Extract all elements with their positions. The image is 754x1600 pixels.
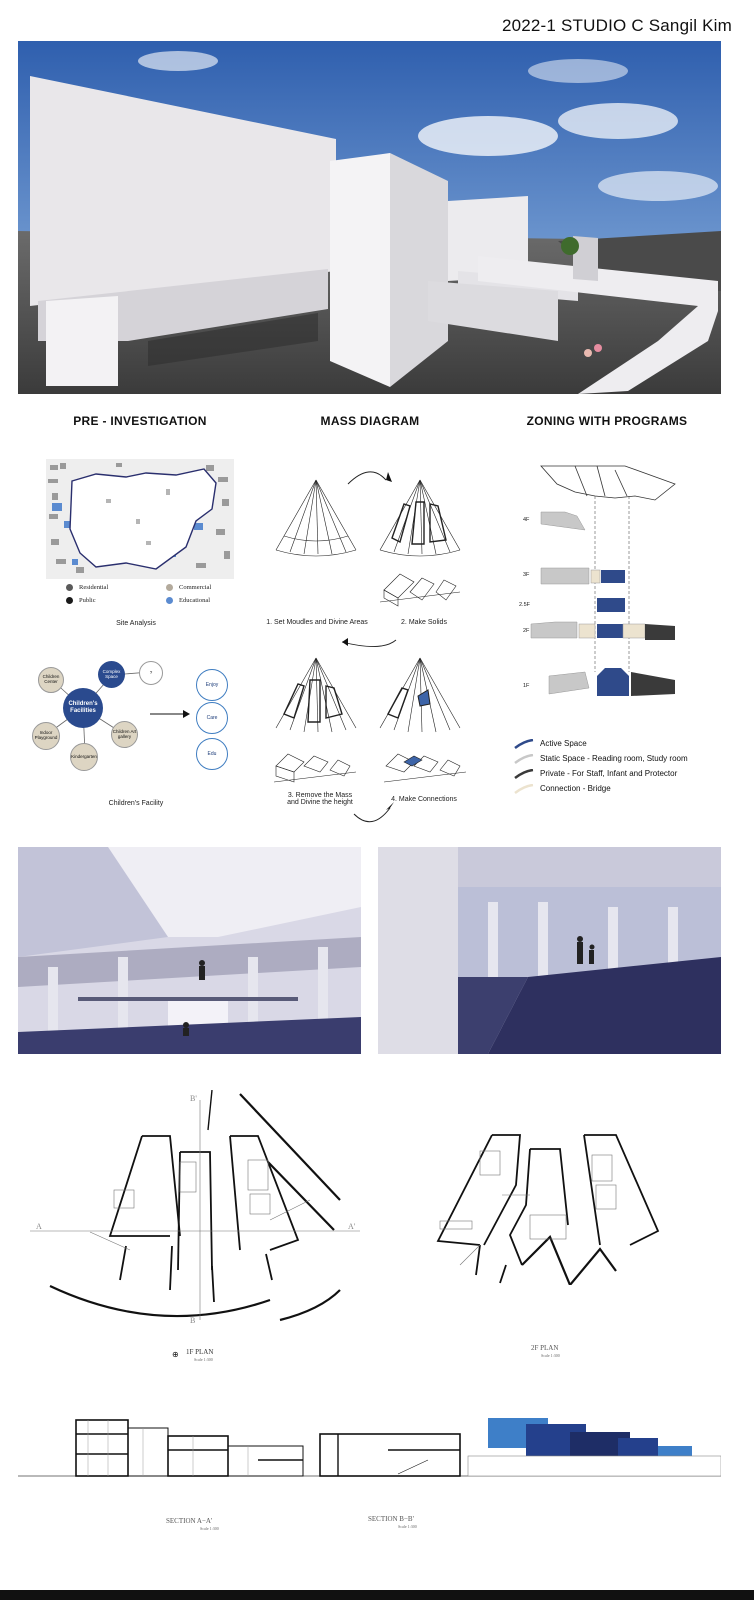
site-map bbox=[46, 459, 234, 579]
plan-mark-b-prime: B' bbox=[190, 1094, 197, 1103]
zoning-floor-1f: 1F bbox=[523, 683, 530, 689]
mass-step-4: 4. Make Connections bbox=[391, 796, 457, 803]
site-analysis-caption: Site Analysis bbox=[116, 620, 156, 627]
zoning-legend bbox=[514, 736, 714, 796]
page-title: 2022-1 STUDIO C Sangil Kim bbox=[501, 16, 732, 35]
plan-2f-scale: Scale 1:300 bbox=[541, 1353, 560, 1358]
plan-2f-title: 2F PLAN bbox=[531, 1344, 559, 1352]
facility-node-art-gallery: Children Art gallery bbox=[111, 721, 138, 748]
plan-mark-a: A bbox=[36, 1222, 42, 1231]
footer-bar bbox=[0, 1590, 754, 1600]
section-aa-scale: Scale 1:300 bbox=[200, 1526, 219, 1531]
zoning-floor-3f: 3F bbox=[523, 572, 530, 578]
legend-residential: Residential bbox=[66, 584, 108, 591]
zoning-floor-4f: 4F bbox=[523, 517, 530, 523]
mass-step-2: 2. Make Solids bbox=[401, 619, 447, 626]
outcome-edu: Edu bbox=[196, 738, 228, 770]
hero-render bbox=[18, 41, 721, 394]
facility-caption: Children's Facility bbox=[108, 800, 164, 807]
zoning-legend-active: Active Space bbox=[514, 736, 714, 751]
site-legend bbox=[66, 584, 236, 604]
section-bb-scale: Scale 1:300 bbox=[398, 1524, 417, 1529]
facility-node-kindergarten: Kindergarten bbox=[70, 743, 98, 771]
interior-render-2 bbox=[378, 847, 721, 1054]
zoning-legend-bridge: Connection - Bridge bbox=[514, 781, 714, 796]
zoning-diagram bbox=[515, 462, 685, 707]
zoning-legend-static: Static Space - Reading room, Study room bbox=[514, 751, 714, 766]
mass-step-3: 3. Remove the Mass and Divine the height bbox=[287, 792, 353, 806]
outcome-care: Care bbox=[196, 702, 228, 734]
zoning-floor-2-5f: 2.5F bbox=[519, 602, 531, 608]
header-mass-diagram: MASS DIAGRAM bbox=[320, 414, 420, 428]
plan-2f-drawing bbox=[420, 1125, 670, 1285]
header-pre-investigation: PRE - INVESTIGATION bbox=[73, 414, 207, 428]
plan-mark-b: B bbox=[190, 1316, 196, 1325]
sections-drawing bbox=[18, 1410, 721, 1480]
legend-educational: Educational bbox=[166, 597, 236, 604]
mass-diagram-drawings bbox=[262, 462, 472, 832]
plan-1f-title: 1F PLAN bbox=[186, 1348, 214, 1356]
plan-1f-scale: Scale 1:300 bbox=[194, 1357, 213, 1362]
facility-node-complex-space: Complex Space bbox=[98, 661, 125, 688]
interior-render-1 bbox=[18, 847, 361, 1054]
zoning-floor-2f: 2F bbox=[523, 628, 530, 634]
mass-step-1: 1. Set Moudles and Divine Areas bbox=[266, 619, 368, 626]
plan-1f-drawing bbox=[30, 1090, 360, 1330]
facility-center-node: Children's Facilities bbox=[63, 688, 103, 728]
outcome-enjoy: Enjoy bbox=[196, 669, 228, 701]
legend-public: Public bbox=[66, 597, 96, 604]
zoning-legend-private: Private - For Staff, Infant and Protector bbox=[514, 766, 714, 781]
section-bb-title: SECTION B−B' bbox=[368, 1515, 414, 1523]
north-arrow-icon: ⊕ bbox=[172, 1350, 179, 1359]
header-zoning: ZONING WITH PROGRAMS bbox=[526, 414, 688, 428]
facility-node-children-center: Children Center bbox=[38, 667, 64, 693]
facility-node-unknown: ? bbox=[139, 661, 163, 685]
section-aa-title: SECTION A−A' bbox=[166, 1517, 213, 1525]
facility-node-indoor-playground: Indoor Playground bbox=[32, 722, 60, 750]
legend-commercial: Commercial bbox=[166, 584, 236, 591]
plan-mark-a-prime: A' bbox=[348, 1222, 356, 1231]
